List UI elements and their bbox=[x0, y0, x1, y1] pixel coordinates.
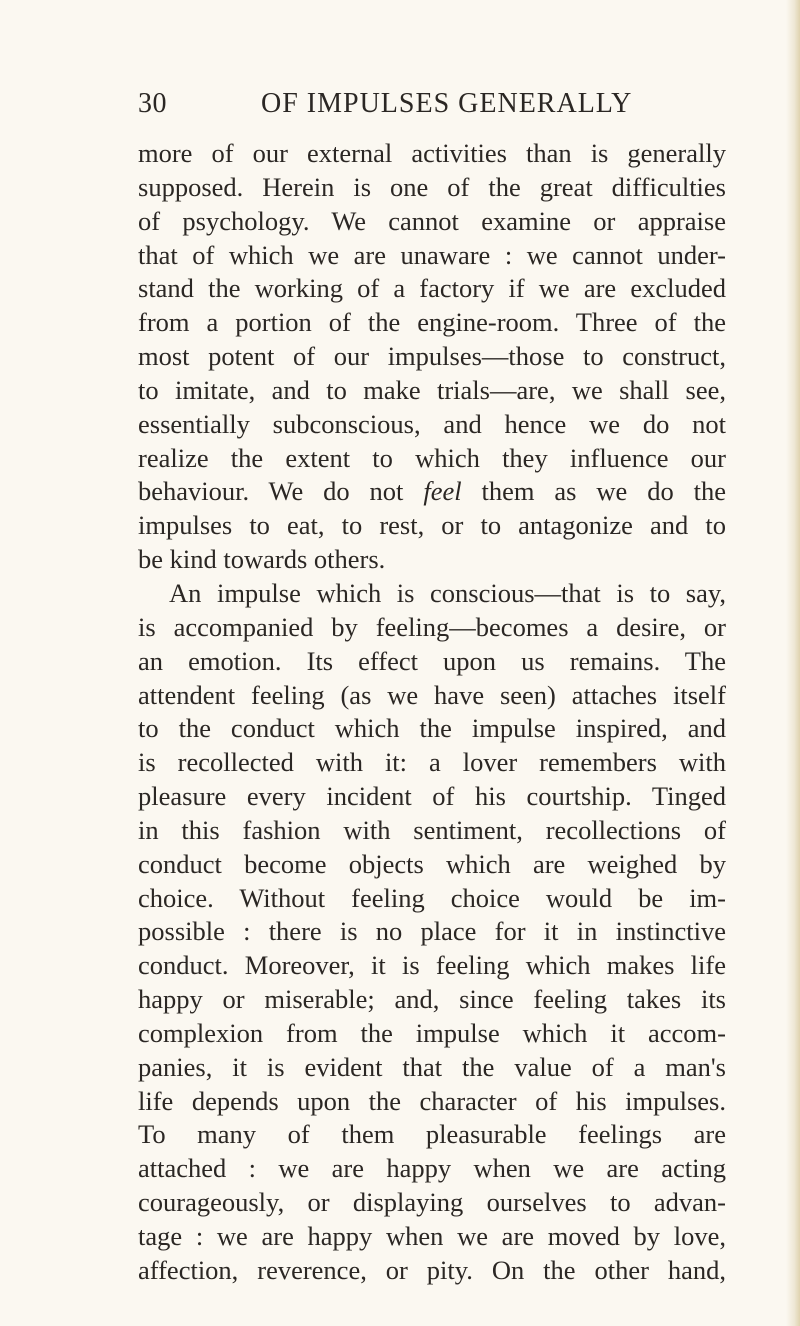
text-line: panies, it is evident that the value of a man's bbox=[138, 1051, 726, 1082]
text-line: pleasure every incident of his courtship. Tinged bbox=[138, 781, 726, 812]
paragraph-end-line: be kind towards others. bbox=[138, 544, 386, 575]
text-segment: behaviour. We do not bbox=[138, 476, 424, 507]
text-line: conduct. Moreover, it is feeling which makes life bbox=[138, 950, 726, 981]
text-line: supposed. Herein is one of the great difficulties bbox=[138, 171, 726, 202]
paragraph-start-line: An impulse which is conscious—that is to say, bbox=[169, 577, 726, 608]
body-text bbox=[138, 137, 726, 1288]
text-line: essentially subconscious, and hence we do not bbox=[138, 408, 726, 439]
text-line: most potent of our impulses—those to construct, bbox=[138, 341, 726, 372]
text-line: stand the working of a factory if we are excluded bbox=[138, 273, 726, 304]
page-edge-shading bbox=[786, 0, 800, 1326]
page-number: 30 bbox=[138, 88, 167, 119]
text-line: realize the extent to which they influence our bbox=[138, 442, 726, 473]
text-line: tage : we are happy when we are moved by love, bbox=[138, 1221, 726, 1251]
running-head bbox=[138, 88, 728, 124]
text-line: in this fashion with sentiment, recollections of bbox=[138, 814, 726, 845]
text-line: To many of them pleasurable feelings are bbox=[138, 1119, 726, 1150]
text-line: attached : we are happy when we are acting bbox=[138, 1153, 726, 1184]
text-line: conduct become objects which are weighed by bbox=[138, 848, 726, 879]
text-line: impulses to eat, to rest, or to antagonize and to bbox=[138, 510, 726, 541]
text-line: from a portion of the engine-room. Three of the bbox=[138, 307, 726, 338]
running-head-title: OF IMPULSES GENERALLY bbox=[261, 88, 633, 119]
text-line: that of which we are unaware : we cannot under- bbox=[138, 239, 726, 270]
text-line: to imitate, and to make trials—are, we shall see, bbox=[138, 374, 726, 405]
text-line: attendent feeling (as we have seen) attaches itself bbox=[138, 679, 726, 710]
text-line: courageously, or displaying ourselves to advan- bbox=[138, 1187, 726, 1218]
text-line: of psychology. We cannot examine or appraise bbox=[138, 205, 726, 236]
text-line: an emotion. Its effect upon us remains. The bbox=[138, 645, 726, 676]
text-line: affection, reverence, or pity. On the other hand, bbox=[138, 1254, 726, 1285]
text-line: more of our external activities than is generally bbox=[138, 138, 726, 168]
text-line: possible : there is no place for it in instinctive bbox=[138, 916, 726, 947]
text-line-with-italic bbox=[138, 475, 726, 509]
text-line: life depends upon the character of his impulses. bbox=[138, 1085, 726, 1116]
text-line: choice. Without feeling choice would be im- bbox=[138, 882, 726, 913]
text-line: happy or miserable; and, since feeling takes its bbox=[138, 984, 726, 1015]
text-line: is accompanied by feeling—becomes a desire, or bbox=[138, 611, 726, 642]
text-segment: them as we do the bbox=[461, 476, 726, 507]
text-line: is recollected with it: a lover remembers with bbox=[138, 747, 726, 778]
italic-emphasis: feel bbox=[423, 476, 462, 507]
text-line: complexion from the impulse which it accom- bbox=[138, 1017, 726, 1048]
text-line: to the conduct which the impulse inspired, and bbox=[138, 713, 726, 744]
